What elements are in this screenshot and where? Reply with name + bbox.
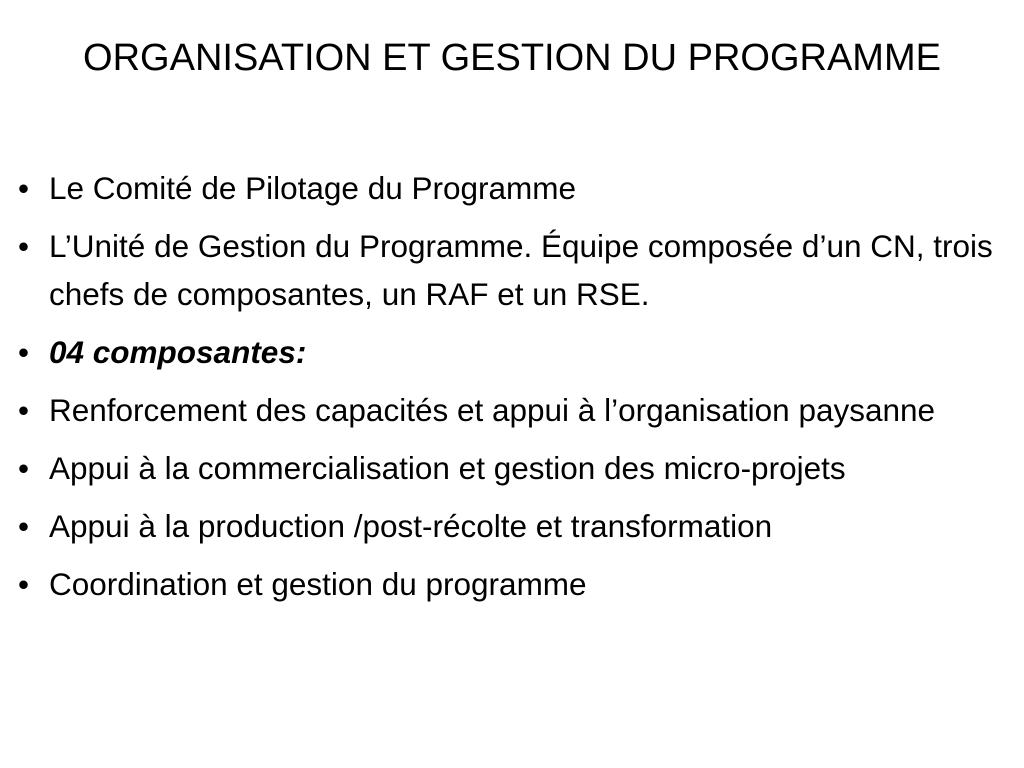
bullet-item-commercialisation bbox=[18, 444, 1008, 492]
bullet-text: L’Unité de Gestion du Programme. Équipe composée d’un CN, trois chefs de composantes, un RAF et un RSE. bbox=[49, 228, 993, 312]
bullet-item-comite bbox=[18, 164, 1008, 212]
bullet-item-unite bbox=[18, 222, 1008, 318]
bullet-text: 04 composantes: bbox=[49, 334, 307, 370]
bullet-text: Le Comité de Pilotage du Programme bbox=[49, 170, 577, 206]
slide-title: ORGANISATION ET GESTION DU PROGRAMME bbox=[83, 37, 941, 79]
bullet-item-renforcement bbox=[18, 386, 1008, 434]
bullet-text: Coordination et gestion du programme bbox=[49, 566, 587, 602]
bullet-text: Appui à la production /post-récolte et transformation bbox=[49, 508, 773, 544]
bullet-icon: • bbox=[18, 566, 30, 602]
bullet-list bbox=[18, 164, 1008, 618]
bullet-text: Renforcement des capacités et appui à l’organisation paysanne bbox=[49, 392, 936, 428]
bullet-item-coordination bbox=[18, 560, 1008, 608]
bullet-icon: • bbox=[18, 228, 30, 264]
bullet-icon: • bbox=[18, 334, 30, 370]
bullet-icon: • bbox=[18, 392, 30, 428]
bullet-icon: • bbox=[18, 170, 30, 206]
bullet-icon: • bbox=[18, 508, 30, 544]
bullet-item-production bbox=[18, 502, 1008, 550]
bullet-icon: • bbox=[18, 450, 30, 486]
bullet-item-composantes-heading bbox=[18, 328, 1008, 376]
bullet-text: Appui à la commercialisation et gestion des micro-projets bbox=[49, 450, 846, 486]
